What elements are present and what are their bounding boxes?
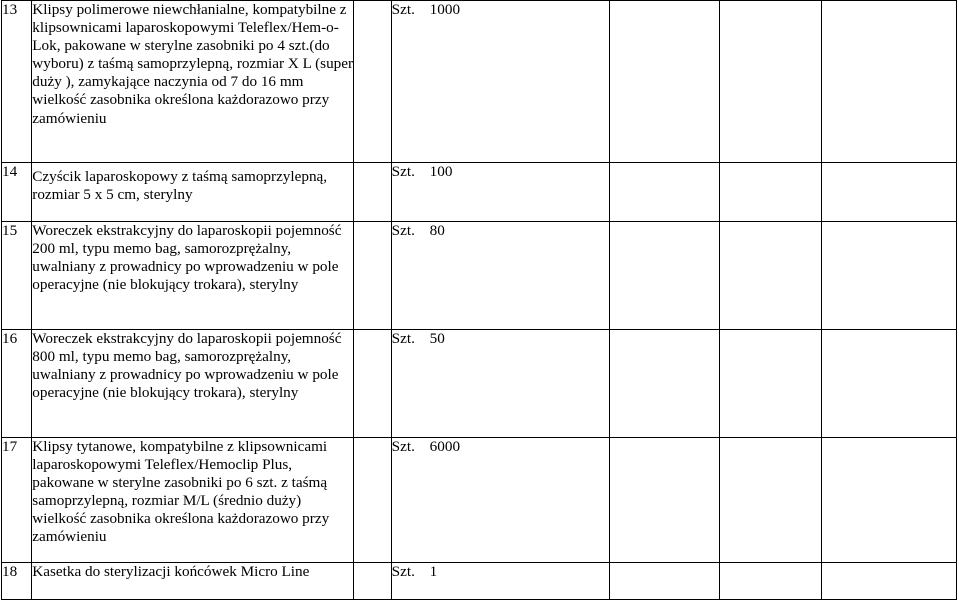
- table-row: [2, 330, 957, 438]
- table-row: [2, 222, 957, 330]
- quantity-value: 1000: [429, 1, 461, 18]
- unit-label: Szt.: [391, 563, 415, 580]
- empty-cell: [609, 563, 719, 600]
- unit-label: Szt.: [391, 438, 415, 455]
- quantity-value: 6000: [429, 438, 461, 455]
- row-description: [32, 222, 354, 330]
- description-text: Kasetka do sterylizacji końcówek Micro Line: [32, 563, 310, 580]
- empty-cell: [719, 163, 821, 222]
- row-description: [32, 438, 354, 563]
- empty-cell: [719, 1, 821, 163]
- empty-cell: [354, 1, 391, 163]
- empty-cell: [719, 330, 821, 438]
- description-text: Czyścik laparoskopowy z taśmą samoprzylepną, rozmiar 5 x 5 cm, sterylny: [32, 168, 328, 204]
- row-description: [32, 330, 354, 438]
- table-row: [2, 438, 957, 563]
- row-quantity: [391, 163, 609, 222]
- row-quantity: [391, 438, 609, 563]
- description-text: Klipsy tytanowe, kompatybilne z klipsownicami laparoskopowymi Teleflex/Hemoclip Plus, pakowane w sterylne zasobniki po 6 szt. z taśmą samoprzylepną, rozmiar M/L (średnio duży) wielkość zasobnika określona każdorazowo przy zamówieniu: [32, 438, 330, 546]
- empty-cell: [609, 222, 719, 330]
- quantity-value: 50: [429, 330, 445, 347]
- empty-cell: [719, 563, 821, 600]
- description-text: Woreczek ekstrakcyjny do laparoskopii pojemność 200 ml, typu memo bag, samorozprężalny, uwalniany z prowadnicy po wprowadzeniu w pole operacyjne (nie blokujący trokara), sterylny: [32, 222, 342, 294]
- empty-cell: [354, 438, 391, 563]
- empty-cell: [609, 1, 719, 163]
- row-quantity: [391, 563, 609, 600]
- empty-cell: [821, 163, 956, 222]
- empty-cell: [354, 563, 391, 600]
- empty-cell: [354, 330, 391, 438]
- row-quantity: [391, 1, 609, 163]
- empty-cell: [609, 330, 719, 438]
- empty-cell: [821, 1, 956, 163]
- empty-cell: [609, 163, 719, 222]
- row-number: 14: [2, 163, 32, 222]
- table-row: [2, 1, 957, 163]
- table-row: [2, 563, 957, 600]
- row-number: 18: [2, 563, 32, 600]
- empty-cell: [821, 563, 956, 600]
- empty-cell: [821, 438, 956, 563]
- unit-label: Szt.: [391, 222, 415, 239]
- items-table: [1, 0, 957, 600]
- row-description: [32, 563, 354, 600]
- empty-cell: [354, 163, 391, 222]
- description-text: Woreczek ekstrakcyjny do laparoskopii pojemność 800 ml, typu memo bag, samorozprężalny, uwalniany z prowadnicy po wprowadzeniu w pole operacyjne (nie blokujący trokara), sterylny: [32, 330, 342, 402]
- quantity-value: 100: [429, 163, 453, 180]
- empty-cell: [821, 222, 956, 330]
- quantity-value: 1: [429, 563, 438, 580]
- row-number: 13: [2, 1, 32, 163]
- table-row: [2, 163, 957, 222]
- empty-cell: [354, 222, 391, 330]
- row-number: 15: [2, 222, 32, 330]
- row-quantity: [391, 222, 609, 330]
- unit-label: Szt.: [391, 330, 415, 347]
- quantity-value: 80: [429, 222, 445, 239]
- row-number: 16: [2, 330, 32, 438]
- row-description: [32, 163, 354, 222]
- unit-label: Szt.: [391, 1, 415, 18]
- row-quantity: [391, 330, 609, 438]
- empty-cell: [719, 438, 821, 563]
- unit-label: Szt.: [391, 163, 415, 180]
- empty-cell: [821, 330, 956, 438]
- row-description: [32, 1, 354, 163]
- empty-cell: [609, 438, 719, 563]
- description-text: Klipsy polimerowe niewchłanialne, kompatybilne z klipsownicami laparoskopowymi Teleflex/Hem-o-Lok, pakowane w sterylne zasobniki po 4 szt.(do wyboru) z taśmą samoprzylepną, rozmiar X L (super duży ), zamykające naczynia od 7 do 16 mm wielkość zasobnika określona każdorazowo przy zamówieniu: [32, 1, 354, 127]
- empty-cell: [719, 222, 821, 330]
- row-number: 17: [2, 438, 32, 563]
